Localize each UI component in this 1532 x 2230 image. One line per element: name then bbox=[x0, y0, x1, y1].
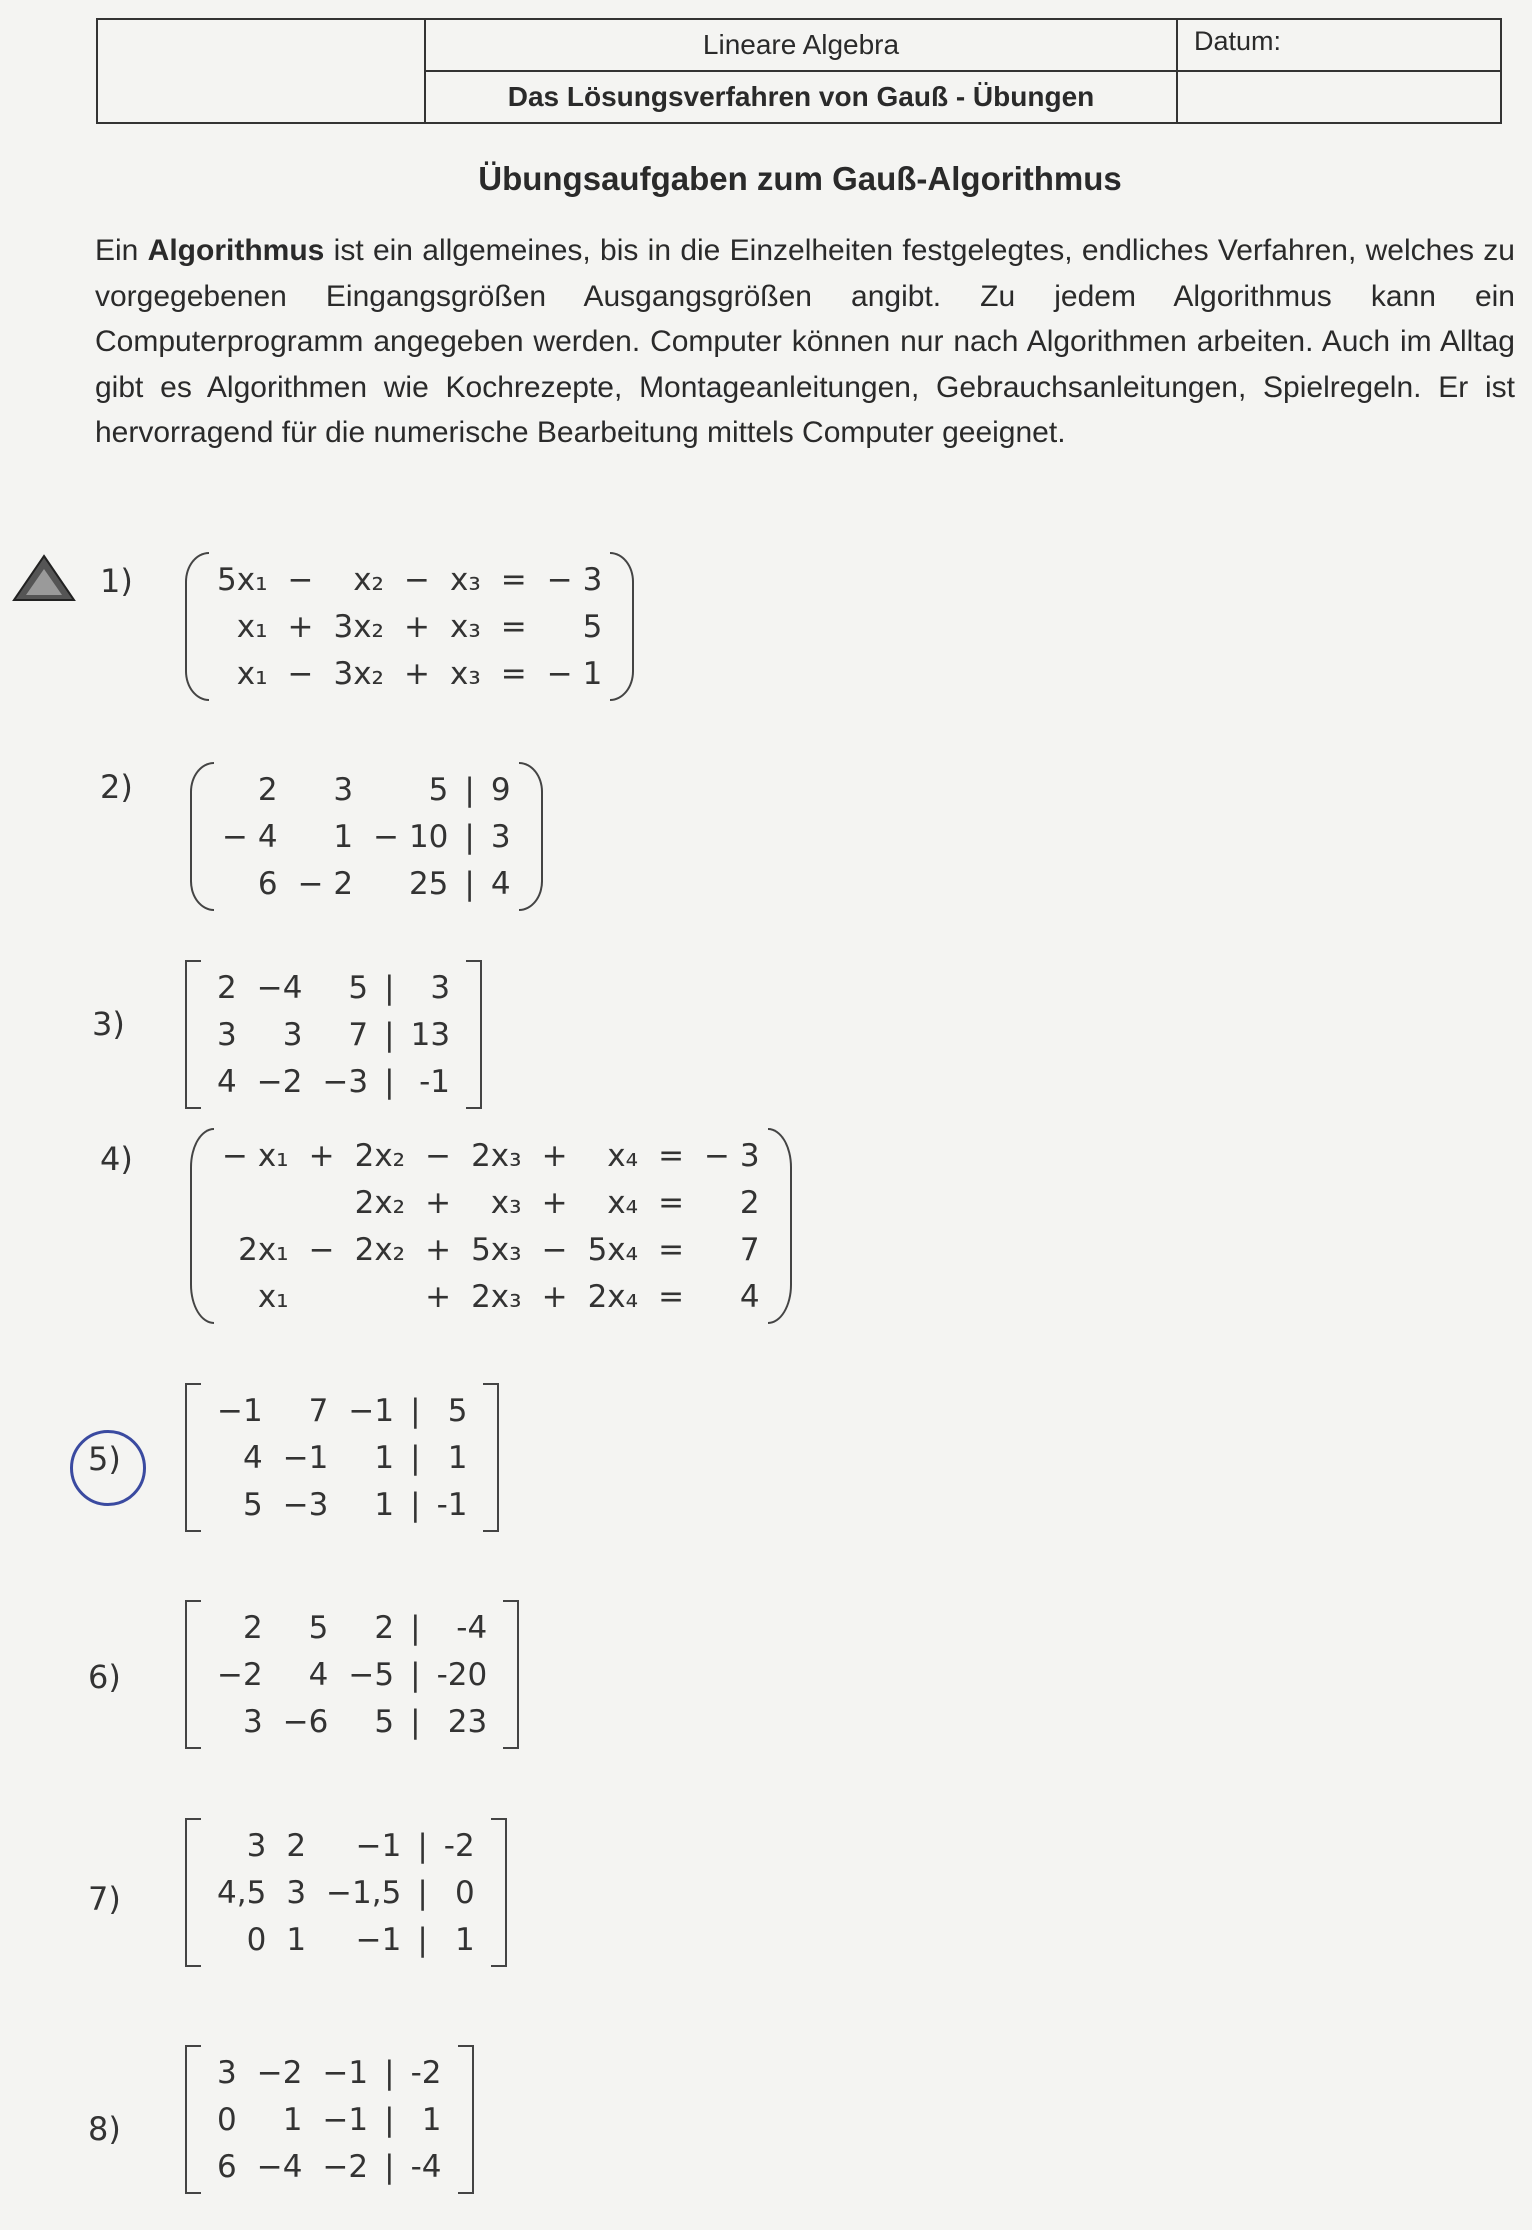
matrix-cell: 5 bbox=[582, 608, 603, 645]
exercise-matrix bbox=[185, 1383, 499, 1532]
matrix-cell: 4 bbox=[217, 1063, 237, 1100]
matrix-cell: = bbox=[500, 608, 527, 645]
matrix-cell: 0 bbox=[217, 2101, 237, 2138]
matrix-cell: 2x₂ bbox=[354, 1137, 406, 1174]
matrix-row bbox=[212, 813, 521, 860]
matrix-cell: − 4 bbox=[222, 818, 278, 855]
matrix-cell: 5x₁ bbox=[217, 561, 268, 598]
matrix-table bbox=[212, 766, 521, 907]
matrix-cell: − 10 bbox=[373, 818, 449, 855]
exercise-matrix bbox=[185, 960, 482, 1109]
matrix-row bbox=[212, 1179, 770, 1226]
matrix-row bbox=[212, 766, 521, 813]
matrix-row bbox=[207, 1604, 497, 1651]
matrix-cell: 5 bbox=[428, 771, 449, 808]
matrix-cell: | bbox=[384, 2148, 395, 2185]
matrix-cell: | bbox=[410, 1656, 421, 1693]
matrix-table bbox=[207, 1822, 485, 1963]
matrix-cell: −2 bbox=[322, 2148, 369, 2185]
matrix-row bbox=[207, 1011, 460, 1058]
matrix-cell: 5 bbox=[348, 969, 369, 1006]
matrix-cell: | bbox=[410, 1609, 421, 1646]
exercise-matrix bbox=[190, 1128, 792, 1324]
matrix-row bbox=[207, 1434, 477, 1481]
matrix-row bbox=[207, 2049, 452, 2096]
matrix-cell: | bbox=[410, 1392, 421, 1429]
matrix-cell: −3 bbox=[282, 1486, 329, 1523]
matrix-cell: 5 bbox=[447, 1392, 468, 1429]
matrix-cell: | bbox=[384, 2101, 395, 2138]
matrix-cell: 3 bbox=[333, 771, 354, 808]
matrix-cell: −6 bbox=[282, 1703, 329, 1740]
header-table bbox=[96, 18, 1502, 124]
matrix-cell: 3x₂ bbox=[333, 608, 384, 645]
matrix-cell: + bbox=[541, 1184, 568, 1221]
matrix-row bbox=[212, 1132, 770, 1179]
exercise-matrix bbox=[185, 1818, 507, 1967]
matrix-cell: -1 bbox=[436, 1486, 468, 1523]
matrix-cell: 4 bbox=[739, 1278, 760, 1315]
left-bracket bbox=[185, 2045, 201, 2194]
matrix-row bbox=[207, 2143, 452, 2190]
matrix-cell: 5 bbox=[308, 1609, 329, 1646]
matrix-cell: + bbox=[425, 1278, 452, 1315]
matrix-cell: 4,5 bbox=[217, 1874, 267, 1911]
matrix-cell: 2x₄ bbox=[587, 1278, 639, 1315]
matrix-row bbox=[207, 1916, 485, 1963]
matrix-cell: -2 bbox=[443, 1827, 475, 1864]
matrix-row bbox=[212, 860, 521, 907]
matrix-cell: -1 bbox=[419, 1063, 451, 1100]
matrix-cell: 23 bbox=[447, 1703, 488, 1740]
matrix-cell: 1 bbox=[374, 1486, 395, 1523]
matrix-cell: 2 bbox=[257, 771, 278, 808]
matrix-cell: | bbox=[417, 1827, 428, 1864]
matrix-cell: 2x₂ bbox=[354, 1231, 406, 1268]
matrix-row bbox=[207, 1387, 477, 1434]
right-bracket bbox=[503, 1600, 519, 1749]
header-topic-cell bbox=[426, 20, 1178, 122]
matrix-row bbox=[207, 964, 460, 1011]
matrix-cell: x₃ bbox=[449, 561, 481, 598]
matrix-cell: + bbox=[403, 608, 430, 645]
matrix-cell: − 3 bbox=[704, 1137, 760, 1174]
matrix-cell: x₄ bbox=[607, 1137, 639, 1174]
matrix-cell: 4 bbox=[242, 1439, 263, 1476]
right-bracket bbox=[466, 960, 482, 1109]
matrix-cell: − 1 bbox=[546, 655, 603, 692]
matrix-cell: 1 bbox=[421, 2101, 442, 2138]
exercise-matrix bbox=[185, 1600, 519, 1749]
matrix-cell: 2 bbox=[374, 1609, 395, 1646]
right-bracket bbox=[610, 552, 634, 701]
matrix-cell: + bbox=[287, 608, 314, 645]
matrix-cell: −1 bbox=[217, 1392, 263, 1429]
matrix-cell: 3 bbox=[246, 1827, 267, 1864]
matrix-cell bbox=[299, 1273, 345, 1320]
matrix-cell: + bbox=[308, 1137, 335, 1174]
matrix-cell: 3 bbox=[217, 1016, 237, 1053]
date-label: Datum: bbox=[1178, 20, 1500, 72]
matrix-cell: 5x₃ bbox=[471, 1231, 522, 1268]
matrix-cell: −1,5 bbox=[326, 1874, 402, 1911]
matrix-cell: 5 bbox=[242, 1486, 263, 1523]
matrix-cell: + bbox=[541, 1278, 568, 1315]
exercise-label: 6) bbox=[88, 1658, 121, 1696]
matrix-cell: 0 bbox=[246, 1921, 267, 1958]
matrix-cell: | bbox=[464, 865, 475, 902]
matrix-cell: x₁ bbox=[236, 608, 268, 645]
matrix-cell bbox=[345, 1273, 416, 1320]
matrix-row bbox=[207, 2096, 452, 2143]
matrix-cell: − x₁ bbox=[222, 1137, 289, 1174]
exercise-matrix bbox=[185, 2045, 474, 2194]
matrix-cell: = bbox=[658, 1184, 685, 1221]
intro-paragraph bbox=[95, 228, 1515, 456]
matrix-cell: x₃ bbox=[490, 1184, 522, 1221]
matrix-cell: | bbox=[410, 1703, 421, 1740]
matrix-cell: −1 bbox=[348, 1392, 395, 1429]
matrix-cell: -2 bbox=[410, 2054, 442, 2091]
matrix-cell: = bbox=[658, 1137, 685, 1174]
matrix-cell: − 2 bbox=[297, 865, 354, 902]
matrix-cell: 1 bbox=[454, 1921, 475, 1958]
left-bracket bbox=[185, 1818, 201, 1967]
matrix-cell: 5 bbox=[374, 1703, 395, 1740]
matrix-cell: −1 bbox=[282, 1439, 329, 1476]
left-bracket bbox=[190, 762, 214, 911]
exercise-label: 8) bbox=[88, 2110, 121, 2148]
matrix-cell: -20 bbox=[436, 1656, 488, 1693]
matrix-cell: −1 bbox=[322, 2101, 369, 2138]
right-bracket bbox=[519, 762, 543, 911]
matrix-table bbox=[207, 556, 612, 697]
matrix-cell: −4 bbox=[256, 969, 303, 1006]
matrix-cell: 9 bbox=[490, 771, 511, 808]
matrix-cell: | bbox=[384, 1063, 395, 1100]
left-bracket bbox=[185, 1383, 201, 1532]
matrix-cell: + bbox=[425, 1184, 452, 1221]
matrix-cell: 1 bbox=[282, 2101, 303, 2138]
matrix-cell: + bbox=[403, 655, 430, 692]
warning-triangle-icon bbox=[12, 553, 76, 603]
matrix-cell: | bbox=[384, 969, 395, 1006]
matrix-cell: 5x₄ bbox=[587, 1231, 639, 1268]
matrix-cell: x₁ bbox=[257, 1278, 289, 1315]
exercise-label: 2) bbox=[100, 768, 133, 806]
matrix-cell: −5 bbox=[348, 1656, 395, 1693]
matrix-cell: 6 bbox=[257, 865, 278, 902]
right-bracket bbox=[491, 1818, 507, 1967]
matrix-cell: x₃ bbox=[449, 608, 481, 645]
matrix-cell: | bbox=[464, 771, 475, 808]
matrix-cell: 6 bbox=[217, 2148, 237, 2185]
matrix-cell: 2x₁ bbox=[238, 1231, 289, 1268]
matrix-cell: −2 bbox=[256, 1063, 303, 1100]
matrix-row bbox=[207, 1698, 497, 1745]
matrix-cell: = bbox=[500, 655, 527, 692]
matrix-table bbox=[207, 964, 460, 1105]
matrix-cell: −1 bbox=[322, 2054, 369, 2091]
right-bracket bbox=[483, 1383, 499, 1532]
matrix-cell: 3 bbox=[430, 969, 451, 1006]
matrix-cell bbox=[212, 1179, 299, 1226]
matrix-cell: 1 bbox=[333, 818, 354, 855]
matrix-cell: + bbox=[541, 1137, 568, 1174]
matrix-row bbox=[212, 1226, 770, 1273]
exercise-matrix bbox=[190, 762, 543, 911]
matrix-cell: − bbox=[403, 561, 430, 598]
matrix-row bbox=[207, 1822, 485, 1869]
matrix-cell: − bbox=[287, 655, 314, 692]
matrix-row bbox=[207, 1869, 485, 1916]
matrix-cell: 3 bbox=[490, 818, 511, 855]
matrix-cell: | bbox=[384, 1016, 395, 1053]
page-title: Übungsaufgaben zum Gauß-Algorithmus bbox=[478, 160, 1122, 197]
matrix-cell: | bbox=[417, 1874, 428, 1911]
matrix-cell: | bbox=[410, 1486, 421, 1523]
matrix-cell: − bbox=[308, 1231, 335, 1268]
matrix-row bbox=[207, 650, 612, 697]
matrix-cell: 2 bbox=[739, 1184, 760, 1221]
matrix-cell: 3 bbox=[242, 1703, 263, 1740]
matrix-cell: 13 bbox=[410, 1016, 451, 1053]
intro-before: Ein bbox=[95, 234, 148, 267]
right-bracket bbox=[458, 2045, 474, 2194]
exercise-label: 5) bbox=[88, 1440, 121, 1478]
matrix-table bbox=[207, 2049, 452, 2190]
matrix-cell bbox=[299, 1179, 345, 1226]
exercise-matrix bbox=[185, 552, 634, 701]
matrix-cell: − bbox=[425, 1137, 452, 1174]
matrix-cell: 2x₃ bbox=[471, 1137, 522, 1174]
matrix-cell: 2x₂ bbox=[354, 1184, 406, 1221]
header-empty-cell bbox=[98, 20, 426, 122]
header-date-cell bbox=[1178, 20, 1500, 122]
matrix-cell: 7 bbox=[739, 1231, 760, 1268]
matrix-cell: 2 bbox=[242, 1609, 263, 1646]
matrix-cell: = bbox=[658, 1231, 685, 1268]
exercise-label: 3) bbox=[92, 1005, 125, 1043]
matrix-cell: 0 bbox=[454, 1874, 475, 1911]
intro-after: ist ein allgemeines, bis in die Einzelheiten festgelegtes, endliches Verfahren, welches zu vorgegebenen Eingangsgrößen Ausgangsgrößen angibt. Zu jedem Algorithmus kann ein Computerprogramm angegeben werden. Computer können nur nach Algorithmen arbeiten. Auch im Alltag gibt es Algorithmen wie Kochrezepte, Montageanleitungen, Gebrauchsanleitungen, Spielregeln. Er ist hervorragend für die numerische Bearbeitung mittels Computer geeignet. bbox=[95, 234, 1515, 449]
matrix-row bbox=[207, 1651, 497, 1698]
matrix-cell: x₃ bbox=[449, 655, 481, 692]
matrix-cell: 3x₂ bbox=[333, 655, 384, 692]
matrix-cell: −3 bbox=[322, 1063, 369, 1100]
matrix-cell: − bbox=[541, 1231, 568, 1268]
matrix-cell: −1 bbox=[355, 1827, 402, 1864]
left-bracket bbox=[185, 1600, 201, 1749]
matrix-cell: 7 bbox=[308, 1392, 329, 1429]
matrix-row bbox=[207, 1058, 460, 1105]
matrix-cell: 2 bbox=[217, 969, 237, 1006]
exercise-label: 4) bbox=[100, 1140, 133, 1178]
matrix-cell: 1 bbox=[374, 1439, 395, 1476]
matrix-cell: 2x₃ bbox=[471, 1278, 522, 1315]
matrix-cell: 4 bbox=[308, 1656, 329, 1693]
matrix-cell: -4 bbox=[456, 1609, 488, 1646]
matrix-cell: = bbox=[658, 1278, 685, 1315]
matrix-cell: x₂ bbox=[353, 561, 384, 598]
matrix-cell: 1 bbox=[447, 1439, 468, 1476]
matrix-cell: −1 bbox=[355, 1921, 402, 1958]
matrix-cell: = bbox=[500, 561, 527, 598]
left-bracket bbox=[190, 1128, 214, 1324]
matrix-cell: − 3 bbox=[546, 561, 603, 598]
matrix-cell: 3 bbox=[286, 1874, 307, 1911]
matrix-row bbox=[207, 603, 612, 650]
matrix-cell: | bbox=[464, 818, 475, 855]
matrix-table bbox=[212, 1132, 770, 1320]
matrix-cell: 4 bbox=[490, 865, 511, 902]
matrix-cell: x₁ bbox=[236, 655, 268, 692]
matrix-row bbox=[207, 1481, 477, 1528]
matrix-cell: 3 bbox=[282, 1016, 303, 1053]
intro-bold-word: Algorithmus bbox=[147, 234, 325, 267]
matrix-cell: −2 bbox=[217, 1656, 263, 1693]
matrix-cell: | bbox=[384, 2054, 395, 2091]
matrix-row bbox=[212, 1273, 770, 1320]
left-bracket bbox=[185, 552, 209, 701]
matrix-cell: -4 bbox=[410, 2148, 442, 2185]
left-bracket bbox=[185, 960, 201, 1109]
matrix-cell: −2 bbox=[256, 2054, 303, 2091]
matrix-cell: 25 bbox=[408, 865, 449, 902]
matrix-cell: + bbox=[425, 1231, 452, 1268]
matrix-cell: | bbox=[417, 1921, 428, 1958]
matrix-table bbox=[207, 1604, 497, 1745]
matrix-cell: 7 bbox=[348, 1016, 369, 1053]
exercise-label: 7) bbox=[88, 1880, 121, 1918]
matrix-cell: x₄ bbox=[607, 1184, 639, 1221]
topic-name: Das Lösungsverfahren von Gauß - Übungen bbox=[507, 81, 1095, 112]
exercise-label: 1) bbox=[100, 562, 133, 600]
matrix-table bbox=[207, 1387, 477, 1528]
matrix-cell: 2 bbox=[286, 1827, 307, 1864]
right-bracket bbox=[768, 1128, 792, 1324]
matrix-cell: 3 bbox=[217, 2054, 237, 2091]
course-name: Lineare Algebra bbox=[426, 20, 1176, 72]
matrix-cell: 1 bbox=[286, 1921, 307, 1958]
matrix-row bbox=[207, 556, 612, 603]
matrix-cell: − bbox=[287, 561, 314, 598]
matrix-cell: | bbox=[410, 1439, 421, 1476]
matrix-cell: −4 bbox=[256, 2148, 303, 2185]
